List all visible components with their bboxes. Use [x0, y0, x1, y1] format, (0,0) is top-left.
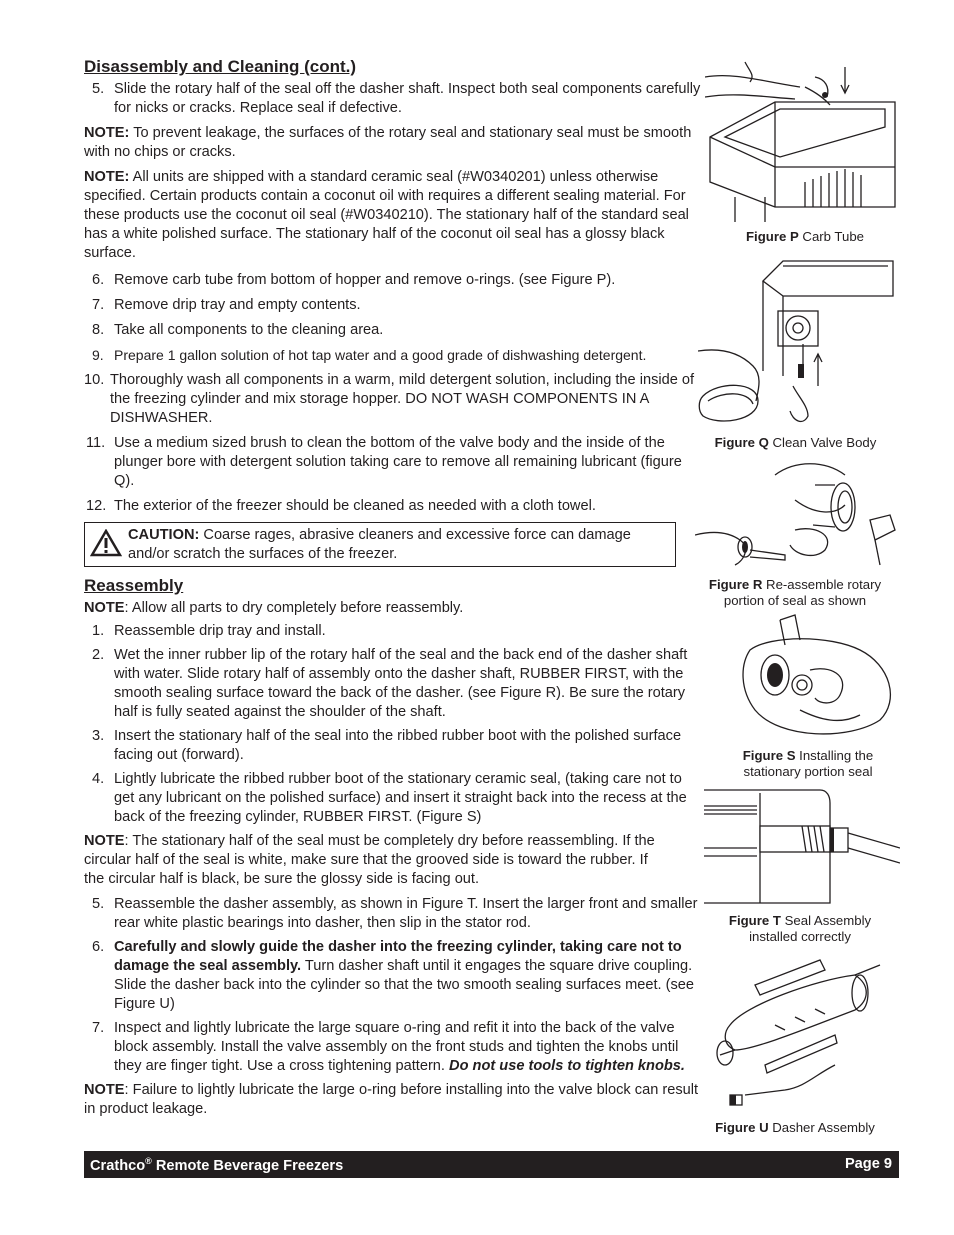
note-dry: NOTE: Allow all parts to dry completely before reassembly. — [84, 600, 464, 616]
step-7: 7. Remove drip tray and empty contents. — [92, 297, 361, 313]
page-number: Page 9 — [844, 1156, 892, 1172]
reassembly-step-6: 6. Carefully and slowly guide the dasher into the freezing cylinder, taking care not to damage the seal assembly. Turn dasher shaft until it engages the square drive coupling. Slide the dasher back into the cylinder so that the two smooth sealing surfaces meet. (see Figure U) — [92, 939, 695, 1012]
step-9: 9. Prepare 1 gallon solution of hot tap water and a good grade of dishwashing detergent. — [92, 347, 647, 363]
note-oring: NOTE: Failure to lightly lubricate the large o-ring before installing into the valve block can result in product leakage. — [84, 1082, 699, 1117]
figure-q-caption: Figure Q Clean Valve Body — [714, 435, 877, 450]
figure-t-caption: Figure T Seal Assembly installed correctly — [728, 913, 872, 944]
figure-u-dasher-assembly-illustration — [705, 955, 885, 1115]
figure-r-caption: Figure R Re-assemble rotary portion of seal as shown — [708, 577, 882, 608]
step-5: 5. Slide the rotary half of the seal off the dasher shaft. Inspect both seal components carefully for nicks or cracks. Replace seal if defective. — [92, 81, 701, 116]
reassembly-step-4: 4. Lightly lubricate the ribbed rubber boot of the stationary ceramic seal, (taking care not to get any lubricant on the polished surface) and insert it straight back into the recess at the back of the freezing cylinder, RUBBER FIRST. (Figure S) — [92, 771, 687, 825]
note-seal-types: NOTE: All units are shipped with a standard ceramic seal (#W0340201) unless otherwise specified. Certain products contain a coconut oil with requires a different sealing material. For these products use the coconut oil seal (#W0340210). The stationary half of the standard seal has a white polished surface. The stationary half of the coconut oil seal has a glossy black surface. — [84, 169, 689, 261]
figure-p-caption: Figure P Carb Tube — [745, 229, 864, 244]
step-10: 10. Thoroughly wash all components in a warm, mild detergent solution, including the inside of the freezing cylinder and mix storage hopper. DO NOT WASH COMPONENTS IN A DISHWASHER. — [84, 372, 695, 426]
step-11: 11. Use a medium sized brush to clean the bottom of the valve body and the inside of the plunger bore with detergent solution taking care to remove all remaining lubricant (figure Q). — [86, 435, 682, 489]
warning-icon — [90, 529, 122, 557]
note-stationary-dry: NOTE: The stationary half of the seal must be completely dry before reassembling. If the circular half of the seal is white, make sure that the grooved side is toward the rubber. If the circular half is black, be sure the glossy side is facing out. — [84, 833, 655, 887]
step-12: 12. The exterior of the freezer should be cleaned as needed with a cloth towel. — [86, 498, 596, 514]
reassembly-step-3: 3. Insert the stationary half of the seal into the ribbed rubber boot with the polished surface facing out (forward). — [92, 728, 682, 763]
reassembly-step-7: 7. Inspect and lightly lubricate the large square o-ring and refit it into the back of the valve block assembly. Install the valve assembly on the front studs and tighten the knobs until they are finger tight. Use a cross tightening pattern. Do not use tools to tighten knobs. — [92, 1020, 685, 1074]
figure-p-carb-tube-illustration — [705, 57, 900, 227]
footer-title: Crathco® Remote Beverage Freezers — [90, 1156, 344, 1174]
step-8: 8. Take all components to the cleaning area. — [92, 322, 384, 338]
note-leakage: NOTE: To prevent leakage, the surfaces of the rotary seal and stationary seal must be smooth with no chips or cracks. — [84, 125, 692, 160]
step-6: 6. Remove carb tube from bottom of hopper and remove o-rings. (see Figure P). — [92, 272, 616, 288]
figure-r-rotary-seal-illustration — [695, 455, 900, 575]
figure-q-valve-body-illustration — [698, 256, 898, 431]
reassembly-step-1: 1. Reassemble drip tray and install. — [92, 623, 326, 639]
main-column — [84, 56, 704, 1125]
reassembly-step-2: 2. Wet the inner rubber lip of the rotary half of the seal and the back end of the dasher shaft with water. Slide rotary half of assembly onto the dasher shaft, RUBBER FIRST, with the smooth sealing surface toward the back of the dasher. (see Figure R). Be sure the rotary half is fully seated against the shoulder of the shaft. — [92, 647, 688, 720]
heading-disassembly: Disassembly and Cleaning (cont.) — [84, 57, 357, 76]
caution-box: CAUTION: Coarse rages, abrasive cleaners and excessive force can damage and/or scratch the surfaces of the freezer. — [84, 522, 676, 567]
figure-t-seal-assembly-illustration — [702, 788, 900, 910]
figure-s-caption: Figure S Installing the stationary portion seal — [742, 748, 874, 779]
reassembly-step-5: 5. Reassemble the dasher assembly, as shown in Figure T. Insert the larger front and smaller rear white plastic bearings into dasher, then slip in the stator rod. — [92, 896, 698, 931]
figure-u-caption: Figure U Dasher Assembly — [715, 1120, 875, 1135]
page-footer — [84, 1151, 899, 1178]
figure-s-stationary-seal-illustration — [740, 610, 900, 745]
heading-reassembly: Reassembly — [84, 576, 184, 595]
